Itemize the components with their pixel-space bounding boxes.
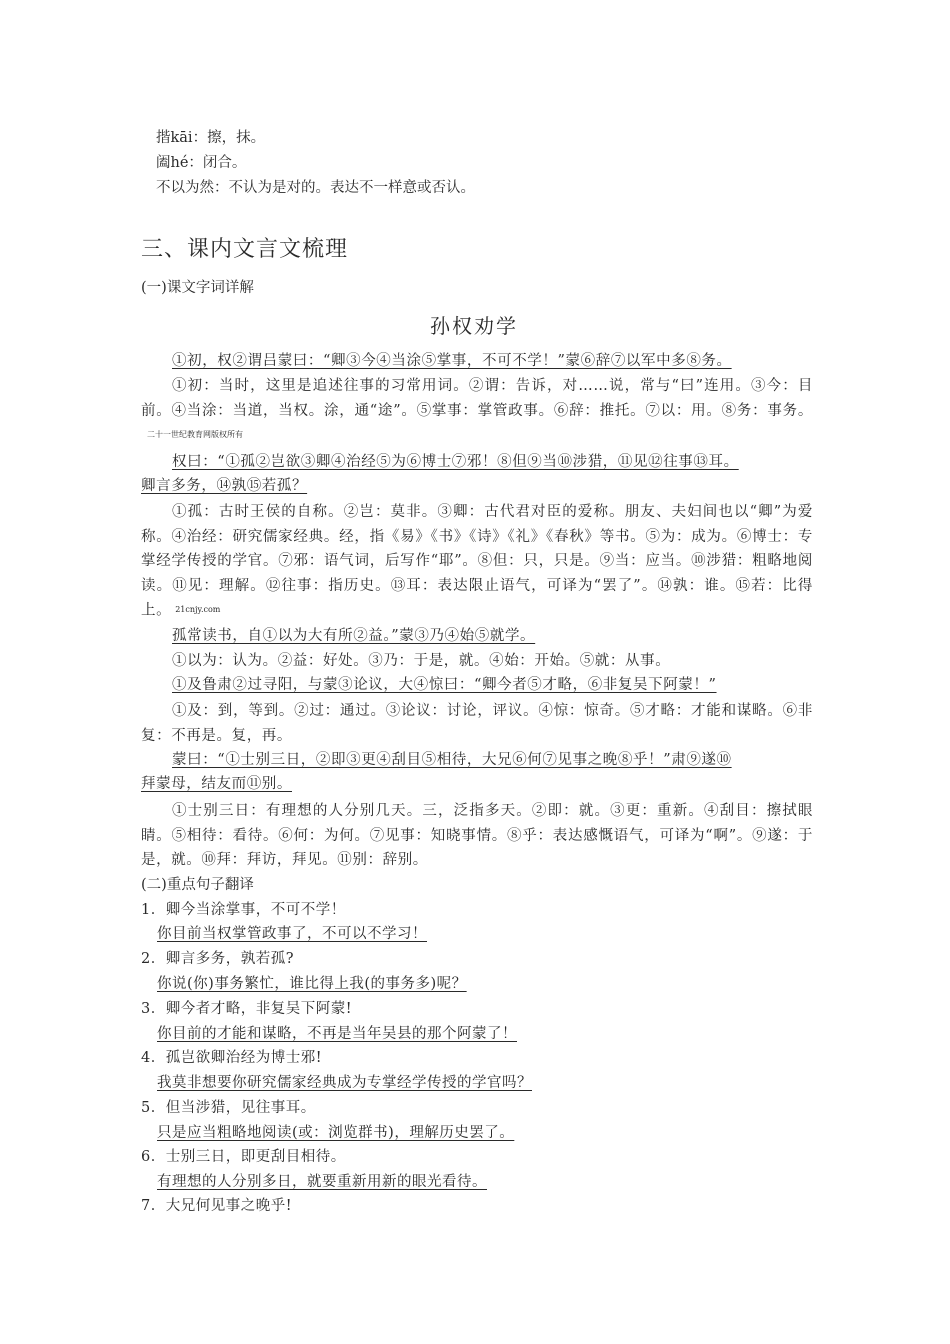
glossary-item-he: 阖hé：闭合。 [156,155,247,171]
paragraph-1-notes-text: ①初：当时，这里是追述往事的习常用词。②谓：告诉，对……说，常与“曰”连用。③今：目前。④当涂：当道，当权。涂，通“途”。⑤掌事：掌管政事。⑥辞：推托。⑦以：用。⑧务：事务。 [141,378,813,419]
passage-paragraph-4: ①及鲁肃②过寻阳，与蒙③论议，大④惊曰：“卿今者⑤才略，⑥非复吴下阿蒙！” [172,677,717,693]
translation-question-3: 3．卿今者才略，非复吴下阿蒙! [141,1001,353,1017]
translation-question-4: 4．孤岂欲卿治经为博士邪! [141,1050,323,1066]
sub-heading-translation: (二)重点句子翻译 [141,877,254,893]
translation-answer-3: 你目前的才能和谋略，不再是当年吴县的那个阿蒙了！ [157,1026,517,1042]
passage-paragraph-5-line-2: 拜蒙母，结友而⑪别。 [141,776,292,792]
glossary-item-buyiweiran: 不以为然：不认为是对的。表达不一样意或否认。 [156,180,475,196]
passage-paragraph-2-line-2: 卿言多务，⑭孰⑮若孤？ [141,478,308,494]
translation-answer-6: 有理想的人分别多日，就要重新用新的眼光看待。 [157,1174,487,1190]
translation-answer-2: 你说(你)事务繁忙，谁比得上我(的事务多)呢？ [157,976,467,992]
passage-paragraph-2-line-1: 权曰：“①孤②岂欲③卿④治经⑤为⑥博士⑦邪！⑧但⑨当⑩涉猎，⑪见⑫往事⑬耳。 [172,454,739,470]
passage-paragraph-3: 孤常读书，自①以为大有所②益。”蒙③乃④始⑤就学。 [172,628,536,644]
watermark-text: 二十一世纪教育网版权所有 [147,430,243,439]
translation-question-7: 7．大兄何见事之晚乎! [141,1198,293,1214]
passage-paragraph-1: ①初，权②谓吕蒙曰：“卿③今④当涂⑤掌事，不可不学！”蒙⑥辞⑦以军中多⑧务。 [172,353,732,369]
paragraph-4-notes: ①及：到，等到。②过：通过。③论议：讨论，评议。④惊：惊奇。⑤才略：才能和谋略。⑥非复：不再是。复，再。 [141,703,813,744]
watermark-site: 21cnjy.com [175,605,221,614]
translation-question-6: 6．士别三日，即更刮目相待。 [141,1149,346,1165]
paragraph-3-notes: ①以为：认为。②益：好处。③乃：于是，就。④始：开始。⑤就：从事。 [172,653,671,669]
translation-answer-1: 你目前当权掌管政事了，不可以不学习！ [157,926,427,942]
passage-title: 孙权劝学 [430,314,518,338]
translation-answer-5: 只是应当粗略地阅读(或：浏览群书)，理解历史罢了。 [157,1125,515,1141]
paragraph-2-notes-text: ①孤：古时王侯的自称。②岂：莫非。③卿：古代君对臣的爱称。朋友、夫妇间也以“卿”为爱称。④治经：研究儒家经典。经，指《易》《书》《诗》《礼》《春秋》等书。⑤为：成为。⑥博士：专掌经学传授的学官。⑦邪：语气词，后写作“耶”。⑧但：只，只是。⑨当：应当。⑩涉猎：粗略地阅读。⑪见：理解。⑫往事：指历史。⑬耳：表达限止语气，可译为“罢了”。⑭孰：谁。⑮若：比得上。 [141,504,813,619]
passage-paragraph-5-line-1: 蒙曰：“①士别三日，②即③更④刮目⑤相待，大兄⑥何⑦见事之晚⑧乎！”肃⑨遂⑩ [172,752,732,768]
section-heading: 三、课内文言文梳理 [141,237,349,262]
translation-question-5: 5．但当涉猎，见往事耳。 [141,1100,316,1116]
translation-question-2: 2．卿言多务，孰若孤? [141,951,294,967]
paragraph-2-notes [141,500,813,623]
sub-heading-word-explanation: (一)课文字词详解 [141,280,254,296]
translation-answer-4: 我莫非想要你研究儒家经典成为专掌经学传授的学官吗？ [157,1075,532,1091]
paragraph-1-notes [141,374,813,448]
glossary-item-kai: 揩kāi：擦，抹。 [156,130,266,146]
paragraph-5-notes: ①士别三日：有理想的人分别几天。三，泛指多天。②即：就。③更：重新。④刮目：擦拭眼睛。⑤相待：看待。⑥何：为何。⑦见事：知晓事情。⑧乎：表达感慨语气，可译为“啊”。⑨遂：于是，就。⑩拜：拜访，拜见。⑪别：辞别。 [141,803,813,868]
translation-question-1: 1．卿今当涂掌事，不可不学！ [141,902,346,918]
